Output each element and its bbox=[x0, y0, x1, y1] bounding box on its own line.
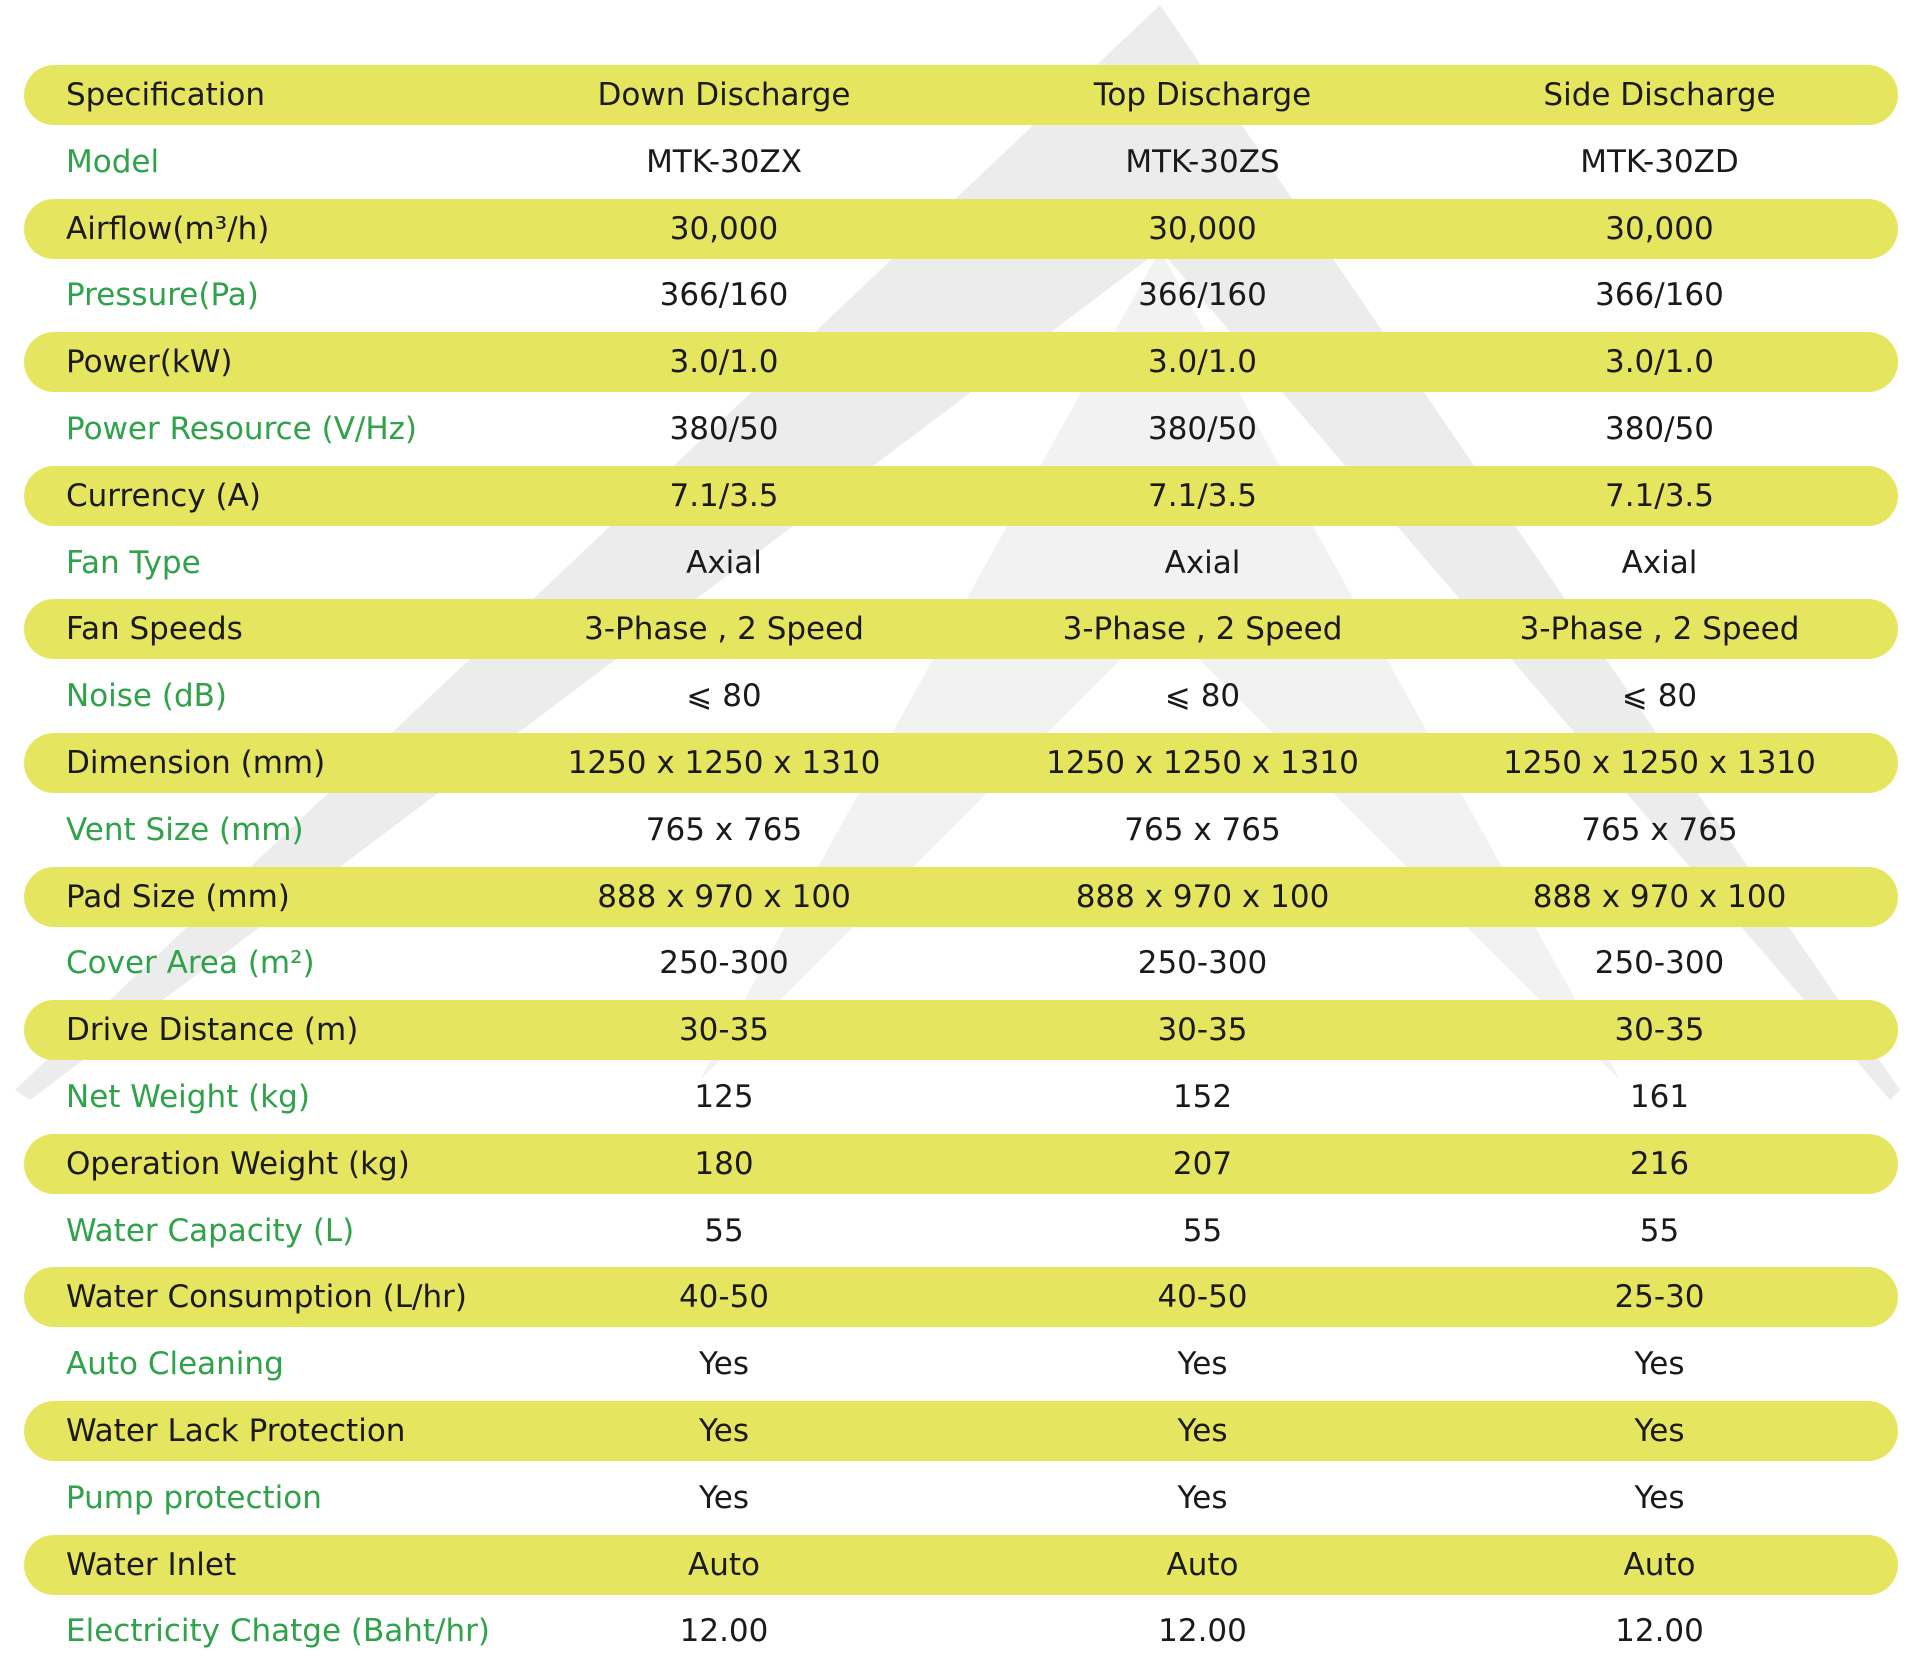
side-discharge-value: 380/50 bbox=[1604, 410, 1715, 447]
top-discharge-value: 1250 x 1250 x 1310 bbox=[1046, 744, 1359, 781]
down-discharge-value: 888 x 970 x 100 bbox=[597, 878, 851, 915]
row-label: Water Capacity (L) bbox=[66, 1212, 355, 1249]
top-discharge-value: 888 x 970 x 100 bbox=[1075, 878, 1330, 915]
side-discharge-value: Yes bbox=[1634, 1346, 1685, 1383]
top-discharge-value: 765 x 765 bbox=[1124, 811, 1281, 848]
top-discharge-value: 380/50 bbox=[1147, 410, 1258, 447]
top-discharge-value: Yes bbox=[1177, 1412, 1228, 1449]
side-discharge-value: 30,000 bbox=[1605, 210, 1714, 247]
down-discharge-value: 12.00 bbox=[679, 1613, 769, 1650]
down-discharge-value: 366/160 bbox=[659, 277, 789, 314]
table-row bbox=[24, 332, 1898, 392]
header-specification: Specification bbox=[66, 77, 266, 113]
side-discharge-value: 12.00 bbox=[1615, 1613, 1704, 1650]
header-side-discharge: Side Discharge bbox=[1543, 77, 1776, 113]
table-row bbox=[24, 1201, 1898, 1261]
side-discharge-value: 25-30 bbox=[1614, 1279, 1705, 1316]
row-label: Noise (dB) bbox=[66, 678, 227, 715]
top-discharge-value: Yes bbox=[1177, 1479, 1228, 1516]
top-discharge-value: Axial bbox=[1164, 544, 1241, 581]
down-discharge-value: 30,000 bbox=[669, 210, 779, 247]
side-discharge-value: 366/160 bbox=[1595, 277, 1724, 314]
row-label: Pressure(Pa) bbox=[66, 277, 259, 314]
specification-table bbox=[24, 65, 1898, 1668]
row-label: Fan Speeds bbox=[66, 611, 243, 648]
table-row bbox=[24, 1401, 1898, 1461]
row-label: Water Inlet bbox=[66, 1546, 237, 1583]
side-discharge-value: Auto bbox=[1623, 1546, 1696, 1583]
side-discharge-value: 30-35 bbox=[1614, 1012, 1705, 1049]
table-header-row bbox=[24, 65, 1898, 125]
row-label: Electricity Chatge (Baht/hr) bbox=[66, 1613, 490, 1650]
row-label: Drive Distance (m) bbox=[66, 1012, 359, 1049]
row-label: Cover Area (m²) bbox=[66, 945, 315, 982]
table-row bbox=[24, 199, 1898, 259]
row-label: Water Consumption (L/hr) bbox=[66, 1279, 467, 1316]
row-label: Currency (A) bbox=[66, 477, 261, 514]
down-discharge-value: 125 bbox=[694, 1078, 754, 1115]
row-label: Power(kW) bbox=[66, 344, 233, 381]
top-discharge-value: 207 bbox=[1172, 1145, 1233, 1182]
down-discharge-value: 7.1/3.5 bbox=[669, 477, 779, 514]
row-label: Water Lack Protection bbox=[66, 1412, 406, 1449]
top-discharge-value: 366/160 bbox=[1138, 277, 1267, 314]
side-discharge-value: 765 x 765 bbox=[1581, 811, 1738, 848]
top-discharge-value: 30-35 bbox=[1157, 1012, 1248, 1049]
table-row bbox=[24, 1000, 1898, 1060]
down-discharge-value: Yes bbox=[698, 1346, 750, 1383]
table-row bbox=[24, 132, 1898, 192]
row-label: Operation Weight (kg) bbox=[66, 1145, 410, 1182]
side-discharge-value: 888 x 970 x 100 bbox=[1532, 878, 1787, 915]
side-discharge-value: 216 bbox=[1629, 1145, 1690, 1182]
side-discharge-value: 7.1/3.5 bbox=[1604, 477, 1715, 514]
row-label: Dimension (mm) bbox=[66, 744, 326, 781]
top-discharge-value: 7.1/3.5 bbox=[1147, 477, 1258, 514]
table-row bbox=[24, 1267, 1898, 1327]
row-label: Airflow(m³/h) bbox=[66, 210, 270, 247]
top-discharge-value: Yes bbox=[1177, 1346, 1228, 1383]
down-discharge-value: 250-300 bbox=[659, 945, 789, 982]
table-row bbox=[24, 466, 1898, 526]
top-discharge-value: 250-300 bbox=[1137, 945, 1268, 982]
row-label: Pad Size (mm) bbox=[66, 878, 290, 915]
table-row bbox=[24, 533, 1898, 593]
down-discharge-value: 765 x 765 bbox=[645, 811, 803, 848]
down-discharge-value: 380/50 bbox=[669, 410, 779, 447]
table-row bbox=[24, 666, 1898, 726]
side-discharge-value: 3.0/1.0 bbox=[1604, 344, 1715, 381]
side-discharge-value: 55 bbox=[1639, 1212, 1680, 1249]
down-discharge-value: 55 bbox=[704, 1212, 744, 1249]
top-discharge-value: 55 bbox=[1182, 1212, 1223, 1249]
table-row bbox=[24, 1067, 1898, 1127]
down-discharge-value: ⩽ 80 bbox=[686, 678, 762, 715]
side-discharge-value: 1250 x 1250 x 1310 bbox=[1503, 744, 1816, 781]
side-discharge-value: 161 bbox=[1629, 1078, 1690, 1115]
down-discharge-value: Yes bbox=[698, 1412, 750, 1449]
down-discharge-value: MTK-30ZX bbox=[646, 143, 802, 180]
row-label: Pump protection bbox=[66, 1479, 322, 1516]
top-discharge-value: 152 bbox=[1172, 1078, 1233, 1115]
down-discharge-value: 3-Phase , 2 Speed bbox=[584, 611, 864, 648]
side-discharge-value: 3-Phase , 2 Speed bbox=[1519, 611, 1800, 648]
table-row bbox=[24, 1468, 1898, 1528]
down-discharge-value: 40-50 bbox=[678, 1279, 770, 1316]
table-row bbox=[24, 1535, 1898, 1595]
top-discharge-value: 3.0/1.0 bbox=[1147, 344, 1258, 381]
down-discharge-value: Auto bbox=[688, 1546, 760, 1583]
row-label: Auto Cleaning bbox=[66, 1346, 284, 1383]
table-row bbox=[24, 1601, 1898, 1661]
down-discharge-value: Axial bbox=[686, 544, 762, 581]
down-discharge-value: 180 bbox=[694, 1145, 754, 1182]
side-discharge-value: Yes bbox=[1634, 1412, 1685, 1449]
row-label: Model bbox=[66, 143, 160, 180]
table-row bbox=[24, 733, 1898, 793]
row-label: Power Resource (V/Hz) bbox=[66, 410, 418, 447]
down-discharge-value: Yes bbox=[698, 1479, 750, 1516]
row-label: Net Weight (kg) bbox=[66, 1078, 310, 1115]
side-discharge-value: MTK-30ZD bbox=[1580, 143, 1739, 180]
top-discharge-value: ⩽ 80 bbox=[1164, 678, 1241, 715]
table-row bbox=[24, 1334, 1898, 1394]
down-discharge-value: 3.0/1.0 bbox=[669, 344, 779, 381]
table-row bbox=[24, 933, 1898, 993]
side-discharge-value: 250-300 bbox=[1594, 945, 1725, 982]
down-discharge-value: 1250 x 1250 x 1310 bbox=[567, 744, 881, 781]
row-label: Vent Size (mm) bbox=[66, 811, 304, 848]
top-discharge-value: 40-50 bbox=[1157, 1279, 1248, 1316]
top-discharge-value: 3-Phase , 2 Speed bbox=[1062, 611, 1343, 648]
side-discharge-value: ⩽ 80 bbox=[1621, 678, 1698, 715]
table-row bbox=[24, 599, 1898, 659]
table-row bbox=[24, 800, 1898, 860]
table-row bbox=[24, 265, 1898, 325]
table-row bbox=[24, 1134, 1898, 1194]
header-top-discharge: Top Discharge bbox=[1093, 77, 1312, 113]
header-down-discharge: Down Discharge bbox=[597, 77, 851, 113]
table-row bbox=[24, 867, 1898, 927]
side-discharge-value: Axial bbox=[1621, 544, 1698, 581]
top-discharge-value: Auto bbox=[1166, 1546, 1239, 1583]
side-discharge-value: Yes bbox=[1634, 1479, 1685, 1516]
table-row bbox=[24, 399, 1898, 459]
top-discharge-value: MTK-30ZS bbox=[1125, 143, 1280, 180]
top-discharge-value: 30,000 bbox=[1148, 210, 1257, 247]
top-discharge-value: 12.00 bbox=[1158, 1613, 1247, 1650]
down-discharge-value: 30-35 bbox=[678, 1012, 770, 1049]
row-label: Fan Type bbox=[66, 544, 201, 581]
